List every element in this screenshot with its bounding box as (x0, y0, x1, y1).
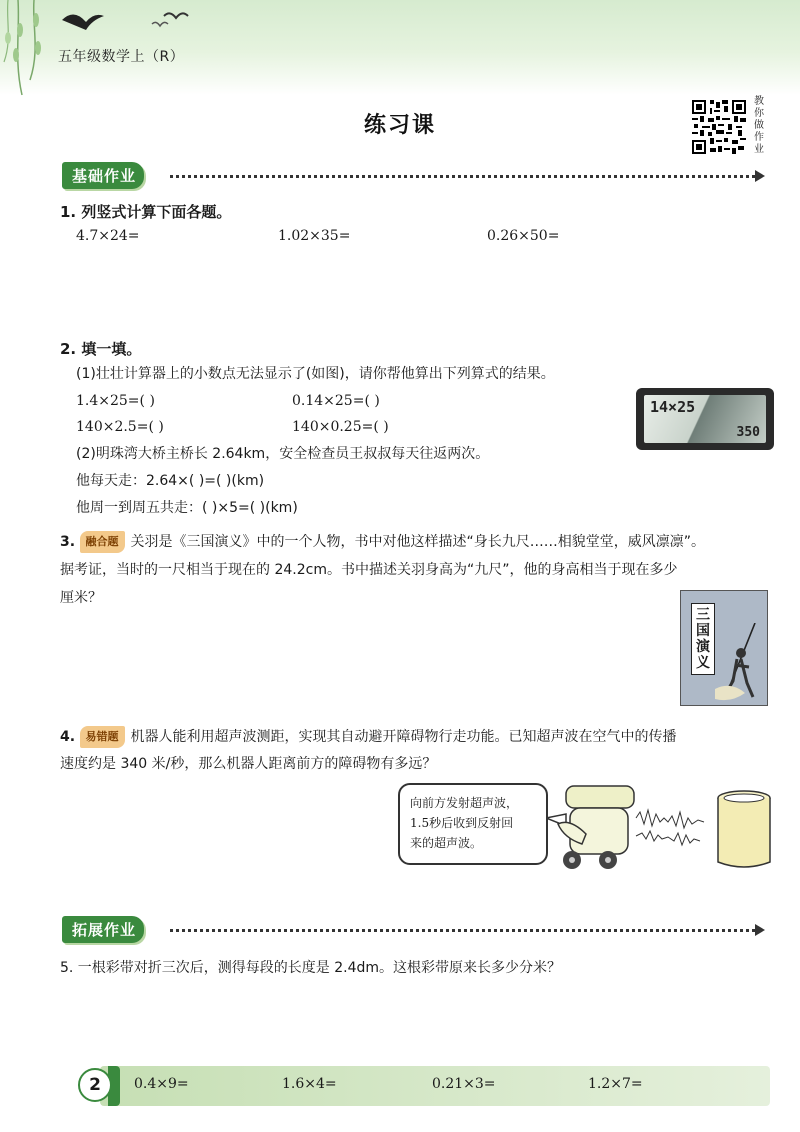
question-1-item: 1.02×35= (278, 228, 351, 244)
arrow-right-icon (755, 924, 765, 936)
qr-label-char: 教 (754, 96, 764, 107)
question-3-text: 关羽是《三国演义》中的一个人物，书中对他这样描述“身长九尺……相貌堂堂，威风凛凛”。 (130, 534, 706, 550)
question-2-blank[interactable]: 140×0.25=( ) (292, 419, 389, 435)
qr-label (752, 96, 766, 156)
question-3-text: 据考证，当时的一尺相当于现在的 24.2cm。书中描述关羽身高为“九尺”，他的身高相当于现在多少 (60, 562, 678, 578)
arrow-right-icon (755, 170, 765, 182)
question-2-blank[interactable]: 1.4×25=( ) (76, 393, 155, 409)
badge-error-prone: 易错题 (80, 726, 125, 748)
oral-exercise: 1.2×7= (588, 1076, 643, 1092)
qr-label-char: 业 (754, 144, 764, 155)
calculator-result: 350 (736, 425, 760, 440)
question-2-part1-intro: (1)壮壮计算器上的小数点无法显示了(如图)，请你帮他算出下列算式的结果。 (76, 366, 555, 382)
question-3-text: 厘米？ (60, 590, 102, 606)
book-cover-image (680, 590, 768, 706)
grade-label: 五年级数学上（R） (58, 49, 185, 65)
oral-exercise: 0.21×3= (432, 1076, 496, 1092)
page-number: 2 (78, 1068, 112, 1102)
section-divider (170, 175, 755, 178)
question-4-line (60, 726, 780, 748)
qr-label-char: 你 (754, 108, 764, 119)
question-1-item: 4.7×24= (76, 228, 140, 244)
oral-exercise: 0.4×9= (134, 1076, 189, 1092)
question-2-title: 2. 填一填。 (60, 340, 142, 358)
speech-line: 来的超声波。 (410, 836, 483, 850)
book-title-text: 三国演义 (696, 607, 710, 671)
qr-label-char: 作 (754, 132, 764, 143)
willow-decoration (0, 0, 60, 100)
robot-ultrasonic-illustration (546, 778, 776, 878)
speech-line: 1.5秒后收到反射回 (410, 816, 514, 830)
page-title: 练习课 (363, 113, 436, 138)
question-3-line (60, 531, 780, 553)
section-tag-extended: 拓展作业 (62, 916, 144, 943)
question-number: 3. (60, 534, 76, 550)
question-2-part2-intro: (2)明珠湾大桥主桥长 2.64km，安全检查员王叔叔每天往返两次。 (76, 446, 490, 462)
badge-fusion: 融合题 (80, 531, 125, 553)
question-4-text: 速度约是 340 米/秒，那么机器人距离前方的障碍物有多远？ (60, 756, 437, 772)
section-divider (170, 929, 755, 932)
warrior-figure-icon (711, 623, 765, 703)
question-2-blank[interactable]: 0.14×25=( ) (292, 393, 380, 409)
birds-decoration (60, 6, 200, 42)
qr-label-char: 做 (754, 120, 764, 131)
qr-code[interactable] (690, 98, 748, 156)
oral-exercise: 1.6×4= (282, 1076, 337, 1092)
calculator-expression: 14×25 (650, 398, 696, 416)
question-1-item: 0.26×50= (487, 228, 560, 244)
question-5-text: 5. 一根彩带对折三次后，测得每段的长度是 2.4dm。这根彩带原来长多少分米？ (60, 960, 562, 976)
question-number: 4. (60, 729, 76, 745)
question-2-blank-line[interactable]: 他每天走：2.64×( )=( )(km) (76, 473, 265, 489)
section-tag-basic: 基础作业 (62, 162, 144, 189)
question-2-blank[interactable]: 140×2.5=( ) (76, 419, 164, 435)
question-2-blank-line[interactable]: 他周一到周五共走：( )×5=( )(km) (76, 500, 298, 516)
speech-bubble (398, 783, 548, 865)
question-1-title: 1. 列竖式计算下面各题。 (60, 203, 232, 221)
calculator-screen (644, 395, 766, 443)
question-4-text: 机器人能利用超声波测距，实现其自动避开障碍物行走功能。已知超声波在空气中的传播 (130, 729, 677, 745)
speech-line: 向前方发射超声波， (410, 796, 519, 810)
calculator-image (636, 388, 774, 450)
